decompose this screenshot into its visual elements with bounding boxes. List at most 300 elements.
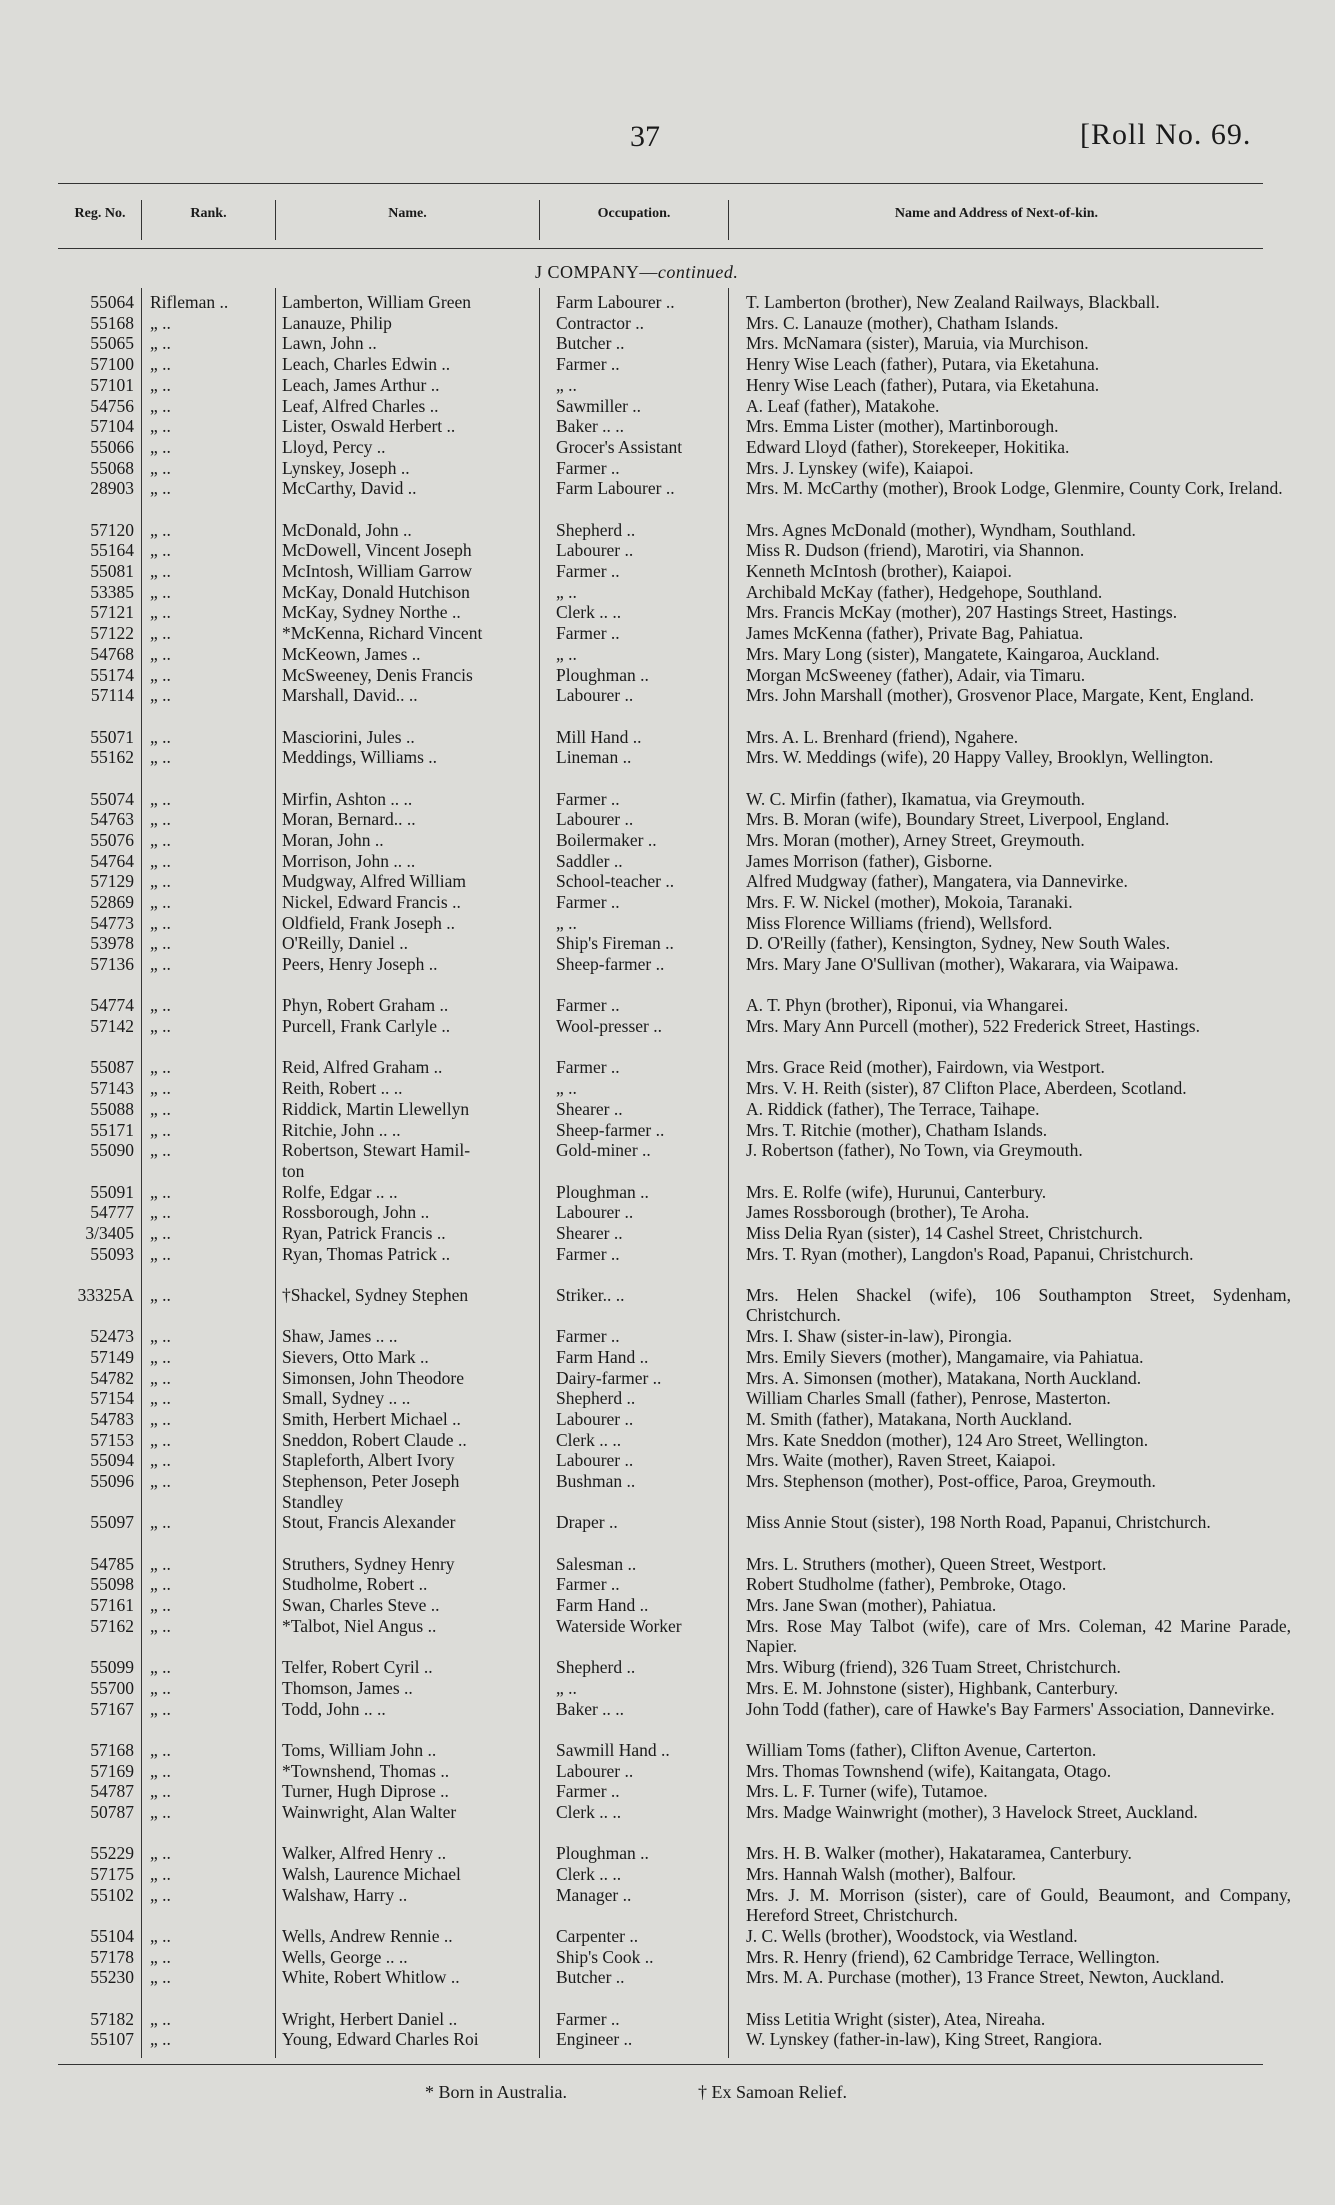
next-of-kin: Mrs. Rose May Talbot (wife), care of Mrs. Coleman, 42 Marine Parade, Napier.: [746, 1615, 1291, 1657]
rank: „ ..: [150, 1346, 171, 1367]
rank: „ ..: [150, 1595, 171, 1616]
section-title-text: J COMPANY—: [535, 262, 658, 282]
soldier-name: Leach, James Arthur ..: [282, 374, 440, 395]
rank: „ ..: [150, 1925, 171, 1946]
next-of-kin: A. T. Phyn (brother), Riponui, via Whangarei.: [746, 995, 1069, 1016]
reg-number: 57168: [90, 1739, 134, 1760]
rank: „ ..: [150, 1512, 171, 1533]
col-header-reg: Reg. No.: [74, 206, 126, 221]
roll-number-label: [Roll No. 69.: [1080, 118, 1252, 151]
reg-number: 55065: [90, 333, 134, 354]
next-of-kin: A. Riddick (father), The Terrace, Taihape.: [746, 1098, 1040, 1119]
reg-number: 55107: [90, 2029, 134, 2050]
occupation: Farmer ..: [556, 1057, 620, 1078]
occupation: Ploughman ..: [556, 664, 649, 685]
next-of-kin: Mrs. A. L. Brenhard (friend), Ngahere.: [746, 726, 1019, 747]
next-of-kin: D. O'Reilly (father), Kensington, Sydney, New South Wales.: [746, 933, 1171, 954]
reg-number: 55164: [90, 540, 134, 561]
soldier-name: McKay, Sydney Northe ..: [282, 602, 461, 623]
rank: „ ..: [150, 1553, 171, 1574]
next-of-kin: Mrs. A. Simonsen (mother), Matakana, North Auckland.: [746, 1367, 1142, 1388]
soldier-name: Lynskey, Joseph ..: [282, 457, 410, 478]
soldier-name: Stout, Francis Alexander: [282, 1512, 456, 1533]
soldier-name: Sneddon, Robert Claude ..: [282, 1429, 467, 1450]
occupation: Farmer ..: [556, 1326, 620, 1347]
reg-number: 57169: [90, 1760, 134, 1781]
next-of-kin: Mrs. Helen Shackel (wife), 106 Southampton Street, Sydenham, Christchurch.: [746, 1284, 1291, 1326]
rank: „ ..: [150, 1181, 171, 1202]
occupation: Labourer ..: [556, 809, 634, 830]
next-of-kin: Mrs. Hannah Walsh (mother), Balfour.: [746, 1863, 1016, 1884]
soldier-name: Stapleforth, Albert Ivory: [282, 1450, 455, 1471]
reg-number: 55168: [90, 312, 134, 333]
soldier-name: Lamberton, William Green: [282, 292, 471, 312]
next-of-kin: Mrs. Francis McKay (mother), 207 Hastings Street, Hastings.: [746, 602, 1178, 623]
reg-number: 52473: [90, 1326, 134, 1347]
soldier-name: Masciorini, Jules ..: [282, 726, 415, 747]
reg-number: 52869: [90, 892, 134, 912]
occupation: Shearer ..: [556, 1098, 623, 1119]
reg-number: 53978: [90, 933, 134, 954]
occupation: Labourer ..: [556, 685, 634, 706]
reg-number: 55230: [90, 1967, 134, 1988]
reg-number: 54763: [90, 809, 134, 830]
reg-number: 54756: [90, 395, 134, 416]
soldier-name: Rossborough, John ..: [282, 1202, 430, 1223]
next-of-kin: Miss Florence Williams (friend), Wellsford.: [746, 912, 1053, 933]
reg-number: 57142: [90, 1016, 134, 1037]
reg-number: 57114: [90, 685, 134, 706]
rank: „ ..: [150, 1409, 171, 1429]
rank: „ ..: [150, 395, 171, 416]
soldier-name: Meddings, Williams ..: [282, 747, 438, 768]
next-of-kin: William Charles Small (father), Penrose, Masterton.: [746, 1388, 1111, 1409]
soldier-name: Lloyd, Percy ..: [282, 436, 386, 457]
rank: „ ..: [150, 1863, 171, 1884]
next-of-kin: Archibald McKay (father), Hedgehope, Southland.: [746, 581, 1103, 602]
next-of-kin: A. Leaf (father), Matakohe.: [746, 395, 940, 416]
occupation: „ ..: [556, 1078, 577, 1099]
soldier-name: Walsh, Laurence Michael: [282, 1863, 461, 1884]
occupation: Wool-presser ..: [556, 1016, 662, 1037]
next-of-kin: M. Smith (father), Matakana, North Auckland.: [746, 1409, 1073, 1429]
soldier-name: Mudgway, Alfred William: [282, 871, 466, 892]
occupation: Manager ..: [556, 1884, 632, 1905]
next-of-kin: Mrs. I. Shaw (sister-in-law), Pirongia.: [746, 1326, 1012, 1347]
rank: „ ..: [150, 1429, 171, 1450]
reg-number: 55102: [90, 1884, 134, 1905]
rank: „ ..: [150, 540, 171, 561]
next-of-kin: Mrs. Waite (mother), Raven Street, Kaiapoi.: [746, 1450, 1056, 1471]
soldier-name: Marshall, David.. ..: [282, 685, 418, 706]
next-of-kin: James McKenna (father), Private Bag, Pahiatua.: [746, 623, 1084, 644]
soldier-name: Turner, Hugh Diprose ..: [282, 1781, 449, 1802]
reg-number: 54785: [90, 1553, 134, 1574]
occupation: Sheep-farmer ..: [556, 1119, 665, 1140]
soldier-name: Simonsen, John Theodore: [282, 1367, 464, 1388]
occupation: Farm Hand ..: [556, 1595, 649, 1616]
rank: „ ..: [150, 912, 171, 933]
occupation: Farmer ..: [556, 788, 620, 809]
reg-number: 55099: [90, 1657, 134, 1678]
occupation: Farm Labourer ..: [556, 478, 675, 499]
soldier-name: Swan, Charles Steve ..: [282, 1595, 440, 1616]
soldier-name: Ryan, Patrick Francis ..: [282, 1222, 446, 1243]
reg-number: 55088: [90, 1098, 134, 1119]
rank: „ ..: [150, 602, 171, 623]
rank: „ ..: [150, 623, 171, 644]
occupation: Ship's Cook ..: [556, 1946, 654, 1967]
rank: „ ..: [150, 995, 171, 1016]
rank: Rifleman ..: [150, 292, 229, 312]
next-of-kin: Mrs. Emily Sievers (mother), Mangamaire, via Pahiatua.: [746, 1346, 1144, 1367]
soldier-name: Walshaw, Harry ..: [282, 1884, 408, 1905]
occupation: Sheep-farmer ..: [556, 954, 665, 975]
next-of-kin: William Toms (father), Clifton Avenue, Carterton.: [746, 1739, 1097, 1760]
next-of-kin: Miss Annie Stout (sister), 198 North Road, Papanui, Christchurch.: [746, 1512, 1211, 1533]
next-of-kin: J. C. Wells (brother), Woodstock, via Westland.: [746, 1925, 1078, 1946]
reg-number: 57120: [90, 519, 134, 540]
soldier-name: Young, Edward Charles Roi: [282, 2029, 479, 2050]
soldier-name: McKay, Donald Hutchison: [282, 581, 470, 602]
occupation: Labourer ..: [556, 1760, 634, 1781]
next-of-kin: Mrs. M. McCarthy (mother), Brook Lodge, Glenmire, County Cork, Ireland.: [746, 478, 1283, 499]
reg-number: 55700: [90, 1677, 134, 1698]
soldier-name: Riddick, Martin Llewellyn: [282, 1098, 470, 1119]
next-of-kin: W. Lynskey (father-in-law), King Street, Rangiora.: [746, 2029, 1103, 2050]
reg-number: 57162: [90, 1615, 134, 1636]
next-of-kin: Henry Wise Leach (father), Putara, via Eketahuna.: [746, 374, 1100, 395]
rank: „ ..: [150, 581, 171, 602]
soldier-name: Leach, Charles Edwin ..: [282, 354, 451, 375]
occupation: Clerk .. ..: [556, 1863, 622, 1884]
occupation: Grocer's Assistant: [556, 436, 683, 457]
soldier-name: Phyn, Robert Graham ..: [282, 995, 449, 1016]
reg-number: 33325A: [77, 1284, 134, 1305]
occupation: „ ..: [556, 374, 577, 395]
occupation: Clerk .. ..: [556, 1429, 622, 1450]
occupation: Ploughman ..: [556, 1181, 649, 1202]
occupation: Farmer ..: [556, 623, 620, 644]
rank: „ ..: [150, 1367, 171, 1388]
occupation: Engineer ..: [556, 2029, 633, 2050]
next-of-kin: Mrs. Emma Lister (mother), Martinborough.: [746, 416, 1059, 437]
occupation: Shearer ..: [556, 1222, 623, 1243]
soldier-name: Sievers, Otto Mark ..: [282, 1346, 429, 1367]
next-of-kin: Robert Studholme (father), Pembroke, Otago.: [746, 1574, 1067, 1595]
occupation: „ ..: [556, 643, 577, 664]
reg-number: 53385: [90, 581, 134, 602]
reg-number: 55081: [90, 561, 134, 581]
next-of-kin: Mrs. L. F. Turner (wife), Tutamoe.: [746, 1781, 988, 1802]
section-title-suffix: continued.: [657, 262, 739, 282]
soldier-name: Small, Sydney .. ..: [282, 1388, 411, 1409]
reg-number: 55171: [90, 1119, 134, 1140]
footnote-born-australia: * Born in Australia.: [425, 2082, 567, 2102]
rank: „ ..: [150, 1243, 171, 1264]
next-of-kin: Mrs. Jane Swan (mother), Pahiatua.: [746, 1595, 997, 1616]
soldier-name: *Townshend, Thomas ..: [282, 1760, 450, 1781]
soldier-name: Wright, Herbert Daniel ..: [282, 2008, 458, 2029]
next-of-kin: Alfred Mudgway (father), Mangatera, via Dannevirke.: [746, 871, 1128, 892]
soldier-name: Mirfin, Ashton .. ..: [282, 788, 413, 809]
next-of-kin: Edward Lloyd (father), Storekeeper, Hokitika.: [746, 436, 1070, 457]
occupation: Farmer ..: [556, 1781, 620, 1802]
rank: „ ..: [150, 312, 171, 333]
next-of-kin: Mrs. Agnes McDonald (mother), Wyndham, Southland.: [746, 519, 1136, 540]
occupation: Shepherd ..: [556, 1388, 636, 1409]
soldier-name: Studholme, Robert ..: [282, 1574, 428, 1595]
reg-number: 3/3405: [85, 1222, 134, 1243]
next-of-kin: Mrs. J. Lynskey (wife), Kaiapoi.: [746, 457, 974, 478]
occupation: Farm Hand ..: [556, 1346, 649, 1367]
occupation: „ ..: [556, 581, 577, 602]
next-of-kin: Mrs. H. B. Walker (mother), Hakataramea, Canterbury.: [746, 1843, 1132, 1864]
rank: „ ..: [150, 2008, 171, 2029]
rank: „ ..: [150, 561, 171, 581]
next-of-kin: Mrs. E. Rolfe (wife), Hurunui, Canterbury.: [746, 1181, 1047, 1202]
occupation: Sawmiller ..: [556, 395, 642, 416]
soldier-name: †Shackel, Sydney Stephen: [282, 1284, 469, 1305]
next-of-kin: Mrs. B. Moran (wife), Boundary Street, Liverpool, England.: [746, 809, 1170, 830]
rank: „ ..: [150, 1781, 171, 1802]
occupation: Farmer ..: [556, 892, 620, 912]
occupation: Farmer ..: [556, 457, 620, 478]
reg-number: 54787: [90, 1781, 134, 1802]
reg-number: 57175: [90, 1863, 134, 1884]
occupation: Farmer ..: [556, 995, 620, 1016]
soldier-name: McIntosh, William Garrow: [282, 561, 472, 581]
next-of-kin: Miss Delia Ryan (sister), 14 Cashel Street, Christchurch.: [746, 1222, 1143, 1243]
next-of-kin: Mrs. R. Henry (friend), 62 Cambridge Terrace, Wellington.: [746, 1946, 1160, 1967]
rank: „ ..: [150, 892, 171, 912]
occupation: Ship's Fireman ..: [556, 933, 674, 954]
soldier-name: Purcell, Frank Carlyle ..: [282, 1016, 451, 1037]
next-of-kin: Mrs. Madge Wainwright (mother), 3 Havelock Street, Auckland.: [746, 1801, 1198, 1822]
rank: „ ..: [150, 1615, 171, 1636]
rank: „ ..: [150, 1471, 171, 1492]
occupation: Butcher ..: [556, 333, 625, 354]
rank: „ ..: [150, 871, 171, 892]
soldier-name: Thomson, James ..: [282, 1677, 413, 1698]
rank: „ ..: [150, 788, 171, 809]
soldier-name: Stephenson, Peter Joseph Standley: [282, 1471, 460, 1512]
reg-number: 55229: [90, 1843, 134, 1864]
reg-number: 57178: [90, 1946, 134, 1967]
reg-number: 57161: [90, 1595, 134, 1616]
occupation: Shepherd ..: [556, 1657, 636, 1678]
rank: „ ..: [150, 1801, 171, 1822]
next-of-kin: Mrs. F. W. Nickel (mother), Mokoia, Taranaki.: [746, 892, 1073, 912]
rank: „ ..: [150, 1202, 171, 1223]
soldier-name: Rolfe, Edgar .. ..: [282, 1181, 398, 1202]
occupation: „ ..: [556, 912, 577, 933]
soldier-name: *Talbot, Niel Angus ..: [282, 1615, 437, 1636]
soldier-name: Lanauze, Philip: [282, 312, 392, 333]
occupation: Labourer ..: [556, 540, 634, 561]
occupation: Baker .. ..: [556, 416, 625, 437]
next-of-kin: Mrs. J. M. Morrison (sister), care of Gould, Beaumont, and Company, Hereford Street, Christchurch.: [746, 1884, 1291, 1926]
rank: „ ..: [150, 374, 171, 395]
reg-number: 54774: [90, 995, 134, 1016]
reg-number: 57167: [90, 1698, 134, 1719]
rank: „ ..: [150, 1967, 171, 1988]
soldier-name: McDonald, John ..: [282, 519, 412, 540]
reg-number: 55162: [90, 747, 134, 768]
reg-number: 57100: [90, 354, 134, 375]
next-of-kin: T. Lamberton (brother), New Zealand Railways, Blackball.: [746, 292, 1160, 312]
soldier-name: Walker, Alfred Henry ..: [282, 1843, 447, 1864]
reg-number: 54773: [90, 912, 134, 933]
rank: „ ..: [150, 829, 171, 850]
next-of-kin: James Morrison (father), Gisborne.: [746, 850, 993, 871]
reg-number: 55087: [90, 1057, 134, 1078]
rank: „ ..: [150, 1739, 171, 1760]
reg-number: 55091: [90, 1181, 134, 1202]
soldier-name: Reid, Alfred Graham ..: [282, 1057, 443, 1078]
soldier-name: Moran, Bernard.. ..: [282, 809, 416, 830]
rank: „ ..: [150, 1450, 171, 1471]
next-of-kin: Mrs. Moran (mother), Arney Street, Greymouth.: [746, 829, 1085, 850]
occupation: Mill Hand ..: [556, 726, 642, 747]
rank: „ ..: [150, 2029, 171, 2050]
rank: „ ..: [150, 1222, 171, 1243]
rank: „ ..: [150, 1284, 171, 1305]
occupation: Labourer ..: [556, 1409, 634, 1429]
reg-number: 55068: [90, 457, 134, 478]
rank: „ ..: [150, 1946, 171, 1967]
soldier-name: Smith, Herbert Michael ..: [282, 1409, 461, 1429]
next-of-kin: James Rossborough (brother), Te Aroha.: [746, 1202, 1030, 1223]
reg-number: 55094: [90, 1450, 134, 1471]
footnote-ex-samoan: † Ex Samoan Relief.: [698, 2082, 847, 2102]
occupation: Saddler ..: [556, 850, 623, 871]
next-of-kin: Morgan McSweeney (father), Adair, via Timaru.: [746, 664, 1086, 685]
reg-number: 57101: [90, 374, 134, 395]
col-header-name: Name.: [388, 206, 427, 221]
next-of-kin: Mrs. Thomas Townshend (wife), Kaitangata, Otago.: [746, 1760, 1112, 1781]
soldier-name: Robertson, Stewart Hamil- ton: [282, 1140, 471, 1181]
soldier-name: Struthers, Sydney Henry: [282, 1553, 455, 1574]
soldier-name: Wells, Andrew Rennie ..: [282, 1925, 453, 1946]
reg-number: 57149: [90, 1346, 134, 1367]
next-of-kin: Mrs. Mary Ann Purcell (mother), 522 Frederick Street, Hastings.: [746, 1016, 1200, 1037]
occupation: Carpenter ..: [556, 1925, 639, 1946]
occupation: Farmer ..: [556, 1243, 620, 1264]
rank: „ ..: [150, 354, 171, 375]
reg-number: 54783: [90, 1409, 134, 1429]
occupation: Farmer ..: [556, 561, 620, 581]
reg-number: 28903: [90, 478, 134, 499]
next-of-kin: Kenneth McIntosh (brother), Kaiapoi.: [746, 561, 1012, 581]
next-of-kin: Mrs. Mary Jane O'Sullivan (mother), Wakarara, via Waipawa.: [746, 954, 1179, 975]
reg-number: 55066: [90, 436, 134, 457]
reg-number: 57104: [90, 416, 134, 437]
occupation: School-teacher ..: [556, 871, 675, 892]
soldier-name: Wainwright, Alan Walter: [282, 1801, 457, 1822]
occupation: Clerk .. ..: [556, 1801, 622, 1822]
occupation: Waterside Worker: [556, 1615, 682, 1636]
occupation: Boilermaker ..: [556, 829, 657, 850]
col-header-occupation: Occupation.: [597, 206, 671, 221]
bottom-rule: [58, 2064, 1263, 2065]
rank: „ ..: [150, 1698, 171, 1719]
next-of-kin: W. C. Mirfin (father), Ikamatua, via Greymouth.: [746, 788, 1086, 809]
page-number: 37: [630, 120, 660, 153]
soldier-name: Todd, John .. ..: [282, 1698, 386, 1719]
soldier-name: O'Reilly, Daniel ..: [282, 933, 408, 954]
next-of-kin: Mrs. John Marshall (mother), Grosvenor Place, Margate, Kent, England.: [746, 685, 1255, 706]
reg-number: 55174: [90, 664, 134, 685]
next-of-kin: Henry Wise Leach (father), Putara, via Eketahuna.: [746, 354, 1100, 375]
reg-number: 55104: [90, 1925, 134, 1946]
soldier-name: Morrison, John .. ..: [282, 850, 416, 871]
rank: „ ..: [150, 664, 171, 685]
occupation: Shepherd ..: [556, 519, 636, 540]
soldier-name: Reith, Robert .. ..: [282, 1078, 403, 1099]
rank: „ ..: [150, 1098, 171, 1119]
soldier-name: White, Robert Whitlow ..: [282, 1967, 460, 1988]
reg-number: 57154: [90, 1388, 134, 1409]
soldier-name: Lister, Oswald Herbert ..: [282, 416, 456, 437]
occupation: Draper ..: [556, 1512, 618, 1533]
next-of-kin: Mrs. T. Ritchie (mother), Chatham Islands.: [746, 1119, 1048, 1140]
occupation: Striker.. ..: [556, 1284, 625, 1305]
soldier-name: Nickel, Edward Francis ..: [282, 892, 461, 912]
occupation: Contractor ..: [556, 312, 644, 333]
reg-number: 57122: [90, 623, 134, 644]
rank: „ ..: [150, 1574, 171, 1595]
rank: „ ..: [150, 1078, 171, 1099]
rank: „ ..: [150, 436, 171, 457]
soldier-name: McCarthy, David ..: [282, 478, 417, 499]
next-of-kin: Miss R. Dudson (friend), Marotiri, via Shannon.: [746, 540, 1085, 561]
rank: „ ..: [150, 933, 171, 954]
rank: „ ..: [150, 416, 171, 437]
reg-number: 54777: [90, 1202, 134, 1223]
next-of-kin: Mrs. V. H. Reith (sister), 87 Clifton Place, Aberdeen, Scotland.: [746, 1078, 1187, 1099]
occupation: Bushman ..: [556, 1471, 636, 1492]
rank: „ ..: [150, 1657, 171, 1678]
next-of-kin: Mrs. Mary Long (sister), Mangatete, Kaingaroa, Auckland.: [746, 643, 1160, 664]
next-of-kin: Mrs. McNamara (sister), Maruia, via Murchison.: [746, 333, 1089, 354]
occupation: Gold-miner ..: [556, 1140, 651, 1161]
rank: „ ..: [150, 333, 171, 354]
soldier-name: McDowell, Vincent Joseph: [282, 540, 472, 561]
next-of-kin: Mrs. Wiburg (friend), 326 Tuam Street, Christchurch.: [746, 1657, 1121, 1678]
col-header-rank: Rank.: [190, 206, 227, 221]
reg-number: 57153: [90, 1429, 134, 1450]
next-of-kin: Mrs. L. Struthers (mother), Queen Street, Westport.: [746, 1553, 1107, 1574]
soldier-name: Ritchie, John .. ..: [282, 1119, 401, 1140]
next-of-kin: Mrs. E. M. Johnstone (sister), Highbank, Canterbury.: [746, 1677, 1119, 1698]
next-of-kin: Mrs. Kate Sneddon (mother), 124 Aro Street, Wellington.: [746, 1429, 1149, 1450]
soldier-name: Moran, John ..: [282, 829, 384, 850]
rank: „ ..: [150, 809, 171, 830]
next-of-kin: Mrs. Grace Reid (mother), Fairdown, via Westport.: [746, 1057, 1105, 1078]
rank: „ ..: [150, 850, 171, 871]
occupation: Farmer ..: [556, 2008, 620, 2029]
soldier-name: Telfer, Robert Cyril ..: [282, 1657, 433, 1678]
rank: „ ..: [150, 1760, 171, 1781]
rank: „ ..: [150, 747, 171, 768]
soldier-name: Leaf, Alfred Charles ..: [282, 395, 439, 416]
reg-number: 57121: [90, 602, 134, 623]
reg-number: 54782: [90, 1367, 134, 1388]
rank: „ ..: [150, 478, 171, 499]
reg-number: 55096: [90, 1471, 134, 1492]
reg-number: 55093: [90, 1243, 134, 1264]
